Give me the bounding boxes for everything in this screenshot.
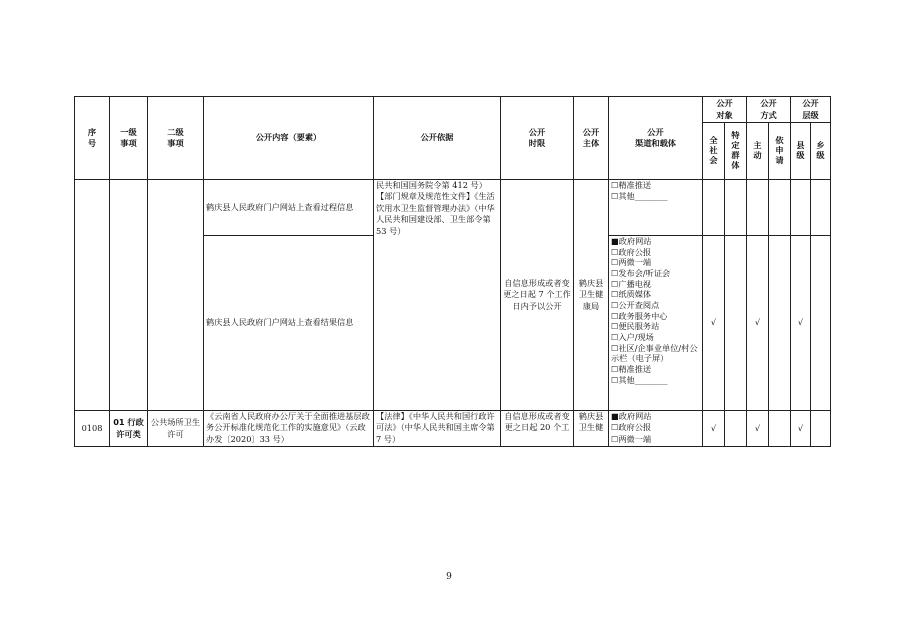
cell-subject: 鹤庆县卫生健康局 (574, 180, 609, 411)
cell-level2: 公共场所卫生许可 (148, 411, 204, 447)
cell-level-town (811, 180, 831, 236)
cell-method-active (747, 180, 769, 236)
disclosure-table (74, 96, 831, 447)
channel-item: ☐精准推送 (611, 180, 652, 190)
header-row-1 (75, 97, 831, 123)
header-method-request: 依申请 (775, 134, 784, 165)
header-level1: 一级 事项 (110, 97, 148, 180)
channel-item: ☐政府公报 (611, 246, 652, 257)
cell-seq: 0108 (75, 411, 110, 447)
channel-item: ■政府网站 (611, 411, 652, 421)
channel-item: ☐两微一端 (611, 257, 652, 268)
cell-basis: 民共和国国务院令第 412 号） 【部门规章及规范性文件】《生活饮用水卫生监督管理办法》（中华人民共和国建设部、卫生部令第 53 号） (374, 180, 501, 411)
cell-content: 鹤庆县人民政府门户网站上查看结果信息 (204, 236, 374, 411)
cell-object-all: √ (703, 236, 725, 411)
header-time-limit: 公开 时限 (501, 97, 574, 180)
cell-time-limit: 自信息形成或者变更之日起 20 个工 (501, 411, 574, 447)
channel-item: ☐纸质媒体 (611, 289, 652, 300)
cell-channel (609, 236, 703, 411)
header-method-group: 公开 方式 (747, 97, 791, 123)
cell-object-specific (725, 411, 747, 447)
channel-item: ☐便民服务站 (611, 321, 660, 332)
cell-level-county (791, 180, 811, 236)
table-row (75, 180, 831, 236)
cell-object-specific (725, 180, 747, 236)
header-object-specific: 特定群体 (731, 129, 740, 170)
header-seq: 序 号 (75, 97, 110, 180)
channel-item: ☐其他________ (611, 191, 668, 202)
header-object-all: 全社会 (709, 134, 718, 165)
channel-item: ☐发布会/听证会 (611, 267, 671, 278)
channel-item: ☐公开查阅点 (611, 299, 660, 310)
cell-method-active: √ (747, 411, 769, 447)
header-level-group: 公开 层级 (791, 97, 831, 123)
header-content: 公开内容（要素） (204, 97, 374, 180)
channel-item: ☐入户/现场 (611, 331, 654, 342)
cell-channel (609, 411, 703, 447)
channel-item: ☐政务服务中心 (611, 310, 668, 321)
header-subject: 公开 主体 (574, 97, 609, 180)
channel-item: ☐社区/企事业单位/村公示栏（电子屏） (611, 342, 698, 364)
channel-item: ☐两微一端 (611, 433, 652, 444)
cell-object-specific (725, 236, 747, 411)
cell-method-active: √ (747, 236, 769, 411)
page-number: 9 (446, 572, 452, 582)
channel-item: ☐其他________ (611, 374, 668, 385)
cell-method-request (769, 236, 791, 411)
header-object-group: 公开 对象 (703, 97, 747, 123)
cell-method-request (769, 180, 791, 236)
cell-level1: 01 行政许可类 (110, 411, 148, 447)
cell-method-request (769, 411, 791, 447)
cell-basis: 【法律】《中华人民共和国行政许可法》（中华人民共和国主席令第 7 号） (374, 411, 501, 447)
header-level-county: 县级 (796, 139, 805, 160)
cell-subject: 鹤庆县卫生健 (574, 411, 609, 447)
cell-level1 (110, 180, 148, 411)
header-level-town: 乡级 (816, 139, 825, 160)
cell-channel (609, 180, 703, 236)
cell-level-county: √ (791, 411, 811, 447)
cell-level2 (148, 180, 204, 411)
cell-seq (75, 180, 110, 411)
cell-level-town (811, 411, 831, 447)
header-method-active: 主动 (753, 139, 762, 160)
cell-level-county: √ (791, 236, 811, 411)
cell-time-limit: 自信息形成或者变更之日起 7 个工作日内予以公开 (501, 180, 574, 411)
channel-item: ☐精准推送 (611, 363, 652, 374)
header-channel: 公开 渠道和载体 (609, 97, 703, 180)
channel-item: ☐广播电视 (611, 278, 652, 289)
cell-object-all (703, 180, 725, 236)
channel-item: ☐政府公报 (611, 422, 652, 433)
cell-object-all: √ (703, 411, 725, 447)
channel-item: ■政府网站 (611, 236, 652, 246)
cell-level-town (811, 236, 831, 411)
header-basis: 公开依据 (374, 97, 501, 180)
table-row (75, 411, 831, 447)
cell-content: 《云南省人民政府办公厅关于全面推进基层政务公开标准化规范化工作的实施意见》（云政办发〔2020〕33 号） (204, 411, 374, 447)
cell-content: 鹤庆县人民政府门户网站上查看过程信息 (204, 180, 374, 236)
header-level2: 二级 事项 (148, 97, 204, 180)
